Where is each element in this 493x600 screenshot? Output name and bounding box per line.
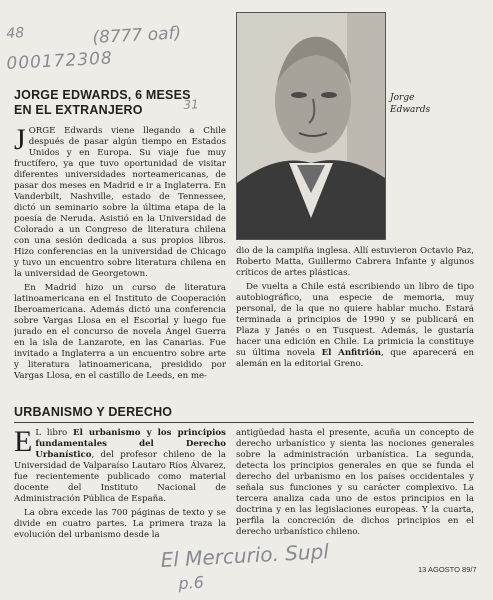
handwritten-archive-code: 000172308 <box>6 48 114 74</box>
article2-headline: URBANISMO Y DERECHO <box>14 405 173 419</box>
clipping-date: 13 AGOSTO 89/7 <box>418 565 477 574</box>
article1-col2-paragraph-2: De vuelta a Chile está escribiendo un libro de tipo autobiográfico, una especie de memoria, muy personal, de la que no quiere hablar mucho. Estará terminada a principios de 1990 y se publicará en Plaza y Janés o en Tusquest. Además, le gustaría hacer una edición en Chile. La primicia la constituye su última novela El Anfitrión, que aparecerá en alemán en la editorial Greno. <box>236 282 474 369</box>
article2-col2-paragraph: antigüedad hasta el presente, acuña un concepto de derecho urbanístico y sienta las nociones generales sobre la administración urbanística. La segunda, detecta los principios generales en que se funda el derecho del urbanismo en los países occidentales y señala sus funciones y su carácter complexivo. La tercera analiza cada uno de estos principios en la doctrina y en las legislaciones europeas. Y la cuarta, perfila la concreción de dichos principios en el derecho urbanístico chileno. <box>236 428 474 537</box>
article1-col2-paragraph-1: dio de la campiña inglesa. Allí estuvieron Octavio Paz, Roberto Matta, Guillermo Cabrera Infante y algunos críticos de artes plásticas. <box>236 246 474 278</box>
handwritten-mid-number: 31 <box>183 97 199 112</box>
photo-caption-line-1: Jorge <box>390 93 415 103</box>
article1-column1 <box>14 126 226 396</box>
article1-lead-paragraph <box>14 126 226 280</box>
article2-dropcap: E <box>14 428 33 458</box>
author-photo <box>236 12 386 240</box>
article2-headline-rule <box>14 422 474 423</box>
photo-caption-line-2: Edwards <box>390 105 431 115</box>
handwritten-top-number: 48 <box>6 25 25 42</box>
handwritten-source-note: El Mercurio. Supl <box>160 539 330 572</box>
book-title: El urbanismo y los principios fundamentales del Derecho Urbanístico <box>35 428 226 460</box>
portrait-image <box>237 13 385 239</box>
article1-lead-text: ORGE Edwards viene llegando a Chile después de pasar algún tiempo en Estados Unidos y en Europa. Su viaje fue muy fructífero, ya que tuvo oportunidad de visitar diferentes universidades norteamericanas, de pasar dos meses en Madrid e ir a Inglaterra. En Vanderbilt, Nashville, estado de Tennessee, dictó un seminario sobre la última etapa de la poesía de Neruda. Asistió en la Universidad de Colorado a un Congreso de literatura chilena con una sesión dedicada a sus propios libros. Hizo conferencias en la universidad de Chicago y tuvo un encuentro sobre literatura chilena en la universidad de Georgetown. <box>14 126 226 279</box>
photo-caption <box>390 92 430 116</box>
article1-paragraph-2: En Madrid hizo un curso de literatura latinoamericana en el Instituto de Cooperación Iberoamericana. Además dictó una conferencia sobre Vargas Llosa en el Escorial y luego fue jurado en el concurso de novela Ángel Guerra en la isla de Lanzarote, en las Canarias. Fue invitado a Inglaterra a un encuentro sobre arte y literatura latinoamericana, presidido por Vargas Llosa, en el castillo de Leeds, en me- <box>14 283 226 381</box>
article2-column2 <box>236 428 474 548</box>
article1-column2 <box>236 246 474 386</box>
article2-paragraph-2: La obra excede las 700 páginas de texto y se divide en cuatro partes. La primera traza la evolución del urbanismo desde la <box>14 508 226 540</box>
novel-title: El Anfitrión <box>321 348 382 358</box>
article2-column1 <box>14 428 226 558</box>
article1-headline: JORGE EDWARDS, 6 MESES EN EL EXTRANJERO <box>14 88 191 117</box>
handwritten-paren-code: (8777 oaf) <box>92 23 182 48</box>
article1-dropcap: J <box>14 126 26 156</box>
handwritten-page-note: p.6 <box>178 572 205 593</box>
article2-lead-paragraph: E L libro El urbanismo y los principios fundamentales del Derecho Urbanístico, del profesor chileno de la Universidad de Valparaíso Lautaro Ríos Álvarez, fue recientemente publicado como material docente del Instituto Nacional de Administración Pública de España. <box>14 428 226 504</box>
